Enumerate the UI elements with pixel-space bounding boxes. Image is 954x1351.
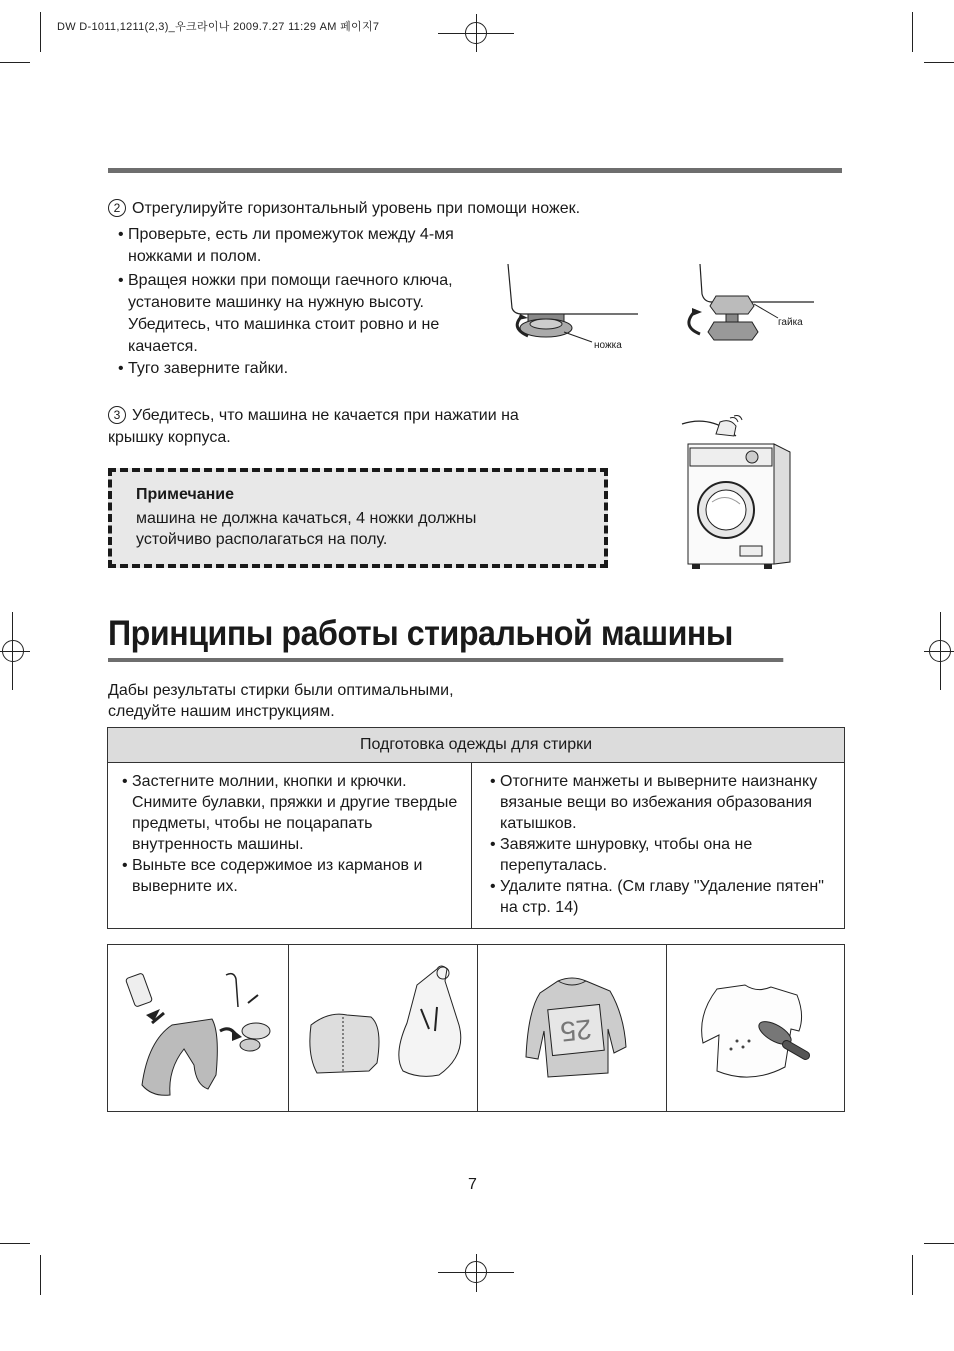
washing-machine-illustration [676,414,802,572]
sweater-number: 25 [558,1013,594,1048]
registration-mark [2,640,24,662]
section-title: Принципы работы стиральной машины [108,612,783,662]
note-box [108,468,608,568]
stain-brush-illustration [666,945,845,1111]
step-number: 2 [108,199,126,217]
section-divider [108,168,842,173]
print-header: DW D-1011,1211(2,3)_우크라이나 2009.7.27 11:29 AM 페이지7 [57,21,380,33]
nut-adjust-illustration [676,262,816,344]
note-title: Примечание [136,486,235,503]
bullet-item: • Туго заверните гайки. [116,358,461,380]
note-text: машина не должна качаться, 4 ножки должны устойчиво располагаться на полу. [136,510,477,548]
crop-mark [0,1243,30,1244]
registration-mark [465,22,487,44]
registration-mark [465,1261,487,1283]
crop-mark [924,1243,954,1244]
crop-mark [40,12,41,52]
step-3-text: Убедитесь, что машина не качается при нажатии на крышку корпуса. [108,407,519,446]
page-number: 7 [468,1176,477,1193]
bullet-item: • Удалите пятна. (См главу "Удаление пятен" на стр. 14) [488,876,834,918]
step-2-bullets [116,224,461,380]
bullet-item: • Вращея ножки при помощи гаечного ключа, установите машинку на нужную высоту. Убедитесь, что машинка стоит ровно и не качается. [116,270,461,358]
bullet-item: • Застегните молнии, кнопки и крючки. Снимите булавки, пряжки и другие твердые предметы, чтобы не поцарапать внутренность машины. [120,771,461,855]
prep-table-header: Подготовка одежды для стирки [108,728,844,763]
empty-pockets-illustration [108,945,288,1111]
crop-mark [912,1255,913,1295]
nut-label: гайка [778,317,803,328]
bullet-item: • Выньте все содержимое из карманов и выверните их. [120,855,461,897]
prep-col-right [471,763,844,928]
step-3 [108,405,578,449]
illustration-row [107,944,845,1112]
registration-mark [929,640,951,662]
step-2-text: Отрегулируйте горизонтальный уровень при помощи ножек. [132,200,581,217]
crop-mark [912,12,913,52]
bullet-item: • Завяжите шнуровку, чтобы она не перепуталась. [488,834,834,876]
intro-text: Дабы результаты стирки были оптимальными, следуйте нашим инструкциям. [108,682,454,720]
step-2 [108,198,668,220]
crop-mark [0,62,30,63]
prep-table [107,727,845,929]
crop-mark [924,62,954,63]
crop-mark [40,1255,41,1295]
sweater-illustration [477,945,666,1111]
zip-buttons-illustration [288,945,477,1111]
step-number: 3 [108,406,126,424]
foot-label: ножка [594,340,622,351]
bullet-item: • Проверьте, есть ли промежуток между 4-мя ножками и полом. [116,224,461,268]
bullet-item: • Отогните манжеты и выверните наизнанку вязаные вещи во избежания образования катышков. [488,771,834,834]
prep-col-left [108,763,471,928]
